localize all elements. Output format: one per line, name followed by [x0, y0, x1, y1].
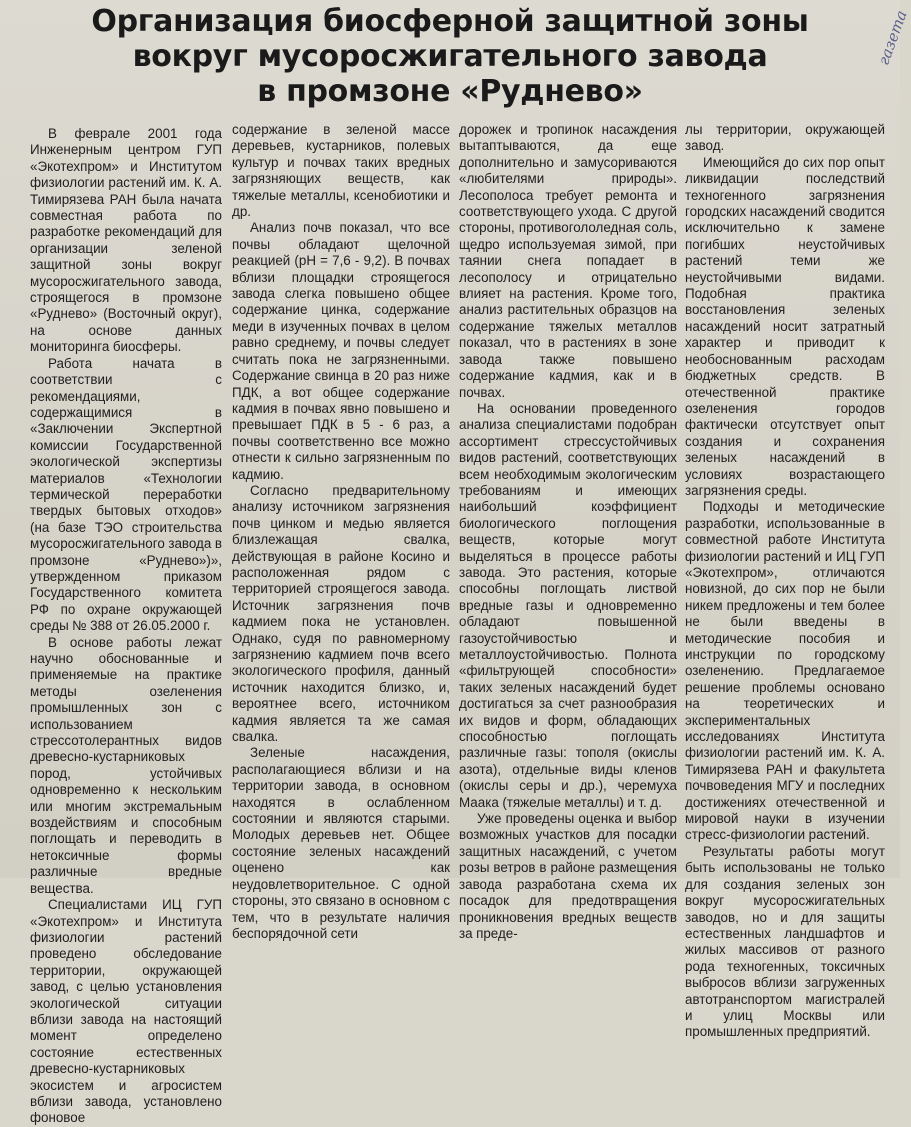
paragraph: На основании проведенного анализа специалистами подобран ассортимент стрессустойчивых видов растений, соответствующих всем необходимым экологическим требованиям и имеющих наибольший коэффициент биологического поглощения веществ, которые могут выделяться в процессе работы завода. Это растения, которые способны поглощать листвой вредные газы и одновременно обладают повышенной газоустойчивостью и металлоустойчивостью. Полнота «фильтрующей способности» таких зеленых насаждений будет достигаться за счет разнообразия их видов и форм, обладающих способностью поглощать различные газы: тополя (окислы азота), отдельные виды кленов (окислы серы и др.), черемуха Маака (тяжелые металлы) и т. д.: [459, 400, 677, 810]
paragraph: лы территории, окружающей завод.: [685, 122, 885, 154]
title-line-2: вокруг мусоросжигательного завода: [132, 39, 768, 74]
paragraph: Согласно предварительному анализу источником загрязнения почв цинком и медью является близлежащая свалка, действующая в районе Косино и расположенная рядом с территорией строящегося завода. Источник загрязнения почв кадмием пока не установлен. Однако, судя по равномерному загрязнению кадмием почв всего экологического профиля, данный источник находится близко, и, вероятнее всего, источником кадмия является та же самая свалка.: [232, 482, 450, 745]
paragraph: Имеющийся до сих пор опыт ликвидации последствий техногенного загрязнения городских насаждений сводится исключительно к замене погибших неустойчивых растений теми же неустойчивыми видами. Подобная практика восстановления зеленых насаждений носит затратный характер и приводит к необоснованным расходам бюджетных средств. В отечественной практике озеленения городов фактически отсутствует опыт создания и сохранения зеленых насаждений в условиях возрастающего загрязнения среды.: [685, 154, 885, 498]
paragraph: Уже проведены оценка и выбор возможных участков для посадки защитных насаждений, с учетом розы ветров в районе размещения завода разработана схема их посадок для предотвращения проникновения вредных веществ за преде-: [459, 811, 677, 941]
paragraph: Зеленые насаждения, располагающиеся вблизи и на территории завода, в основном находятся в ослабленном состоянии и являются старыми. Молодых деревьев нет. Общее состояние зеленых насаждений оценено как неудовлетворительное. С одной стороны, это связано в основном с тем, что в результате наличия беспорядочной сети: [232, 745, 450, 941]
text-column-1: [30, 126, 222, 1126]
paragraph: В феврале 2001 года Инженерным центром ГУП «Экотехпром» и Институтом физиологии растений им. К. А. Тимирязева РАН была начата совместная работа по разработке рекомендаций для организации зеленой защитной зоны вокруг мусоросжигательного завода, строящегося в промзоне «Руднево» (Восточный округ), на основе данных мониторинга биосферы.: [30, 126, 222, 355]
paragraph: Подходы и методические разработки, использованные в совместной работе Института физиологии растений и ИЦ ГУП «Экотехпром», отличаются новизной, до сих пор не были никем предложены и тем более не были введены в методические пособия и инструкции по городскому озеленению. Предлагаемое решение проблемы основано на теоретических и экспериментальных исследованиях Института физиологии растений им. К. А. Тимирязева РАН и факультета почвоведения МГУ и последних достижениях отечественной и мировой науки в изучении стресс-физиологии растений.: [685, 499, 885, 843]
title-line-3: в промзоне «Руднево»: [257, 74, 643, 109]
paragraph: Работа начата в соответствии с рекомендациями, содержащимися в «Заключении Экспертной комиссии Государственной экологической экспертизы материалов «Технологии термической переработки твердых бытовых отходов» (на базе ТЭО строительства мусоросжигательного завода в промзоне «Руднево»)», утвержденном приказом Государственного комитета РФ по охране окружающей среды № 388 от 26.05.2000 г.: [30, 355, 222, 634]
paragraph: содержание в зеленой массе деревьев, кустарников, полевых культур и почвах таких вредных загрязняющих веществ, как тяжелые металлы, ксенобиотики и др.: [232, 122, 450, 220]
text-column-3: [459, 122, 677, 941]
paragraph: В основе работы лежат научно обоснованные и применяемые на практике методы озеленения промышленных зон с использованием стрессотолерантных видов древесно-кустарниковых пород, устойчивых одновременно к нескольким или многим экстремальным воздействиям и способным поглощать и переводить в нетоксичные формы различные вредные вещества.: [30, 634, 222, 896]
paragraph: Анализ почв показал, что все почвы обладают щелочной реакцией (pH = 7,6 - 9,2). В почвах вблизи площадки строящегося завода слегка повышено общее содержание цинка, содержание меди в изученных почвах в целом равно среднему, и почвы следует считать пока не загрязненными. Содержание свинца в 20 раз ниже ПДК, а вот общее содержание кадмия в почвах явно повышено и превышает ПДК в 5 - 6 раз, а почвы соответственно все можно отнести к сильно загрязненным по кадмию.: [232, 220, 450, 482]
paragraph: дорожек и тропинок насаждения вытаптываются, да еще дополнительно и замусориваются «любителями природы». Лесополоса требует ремонта и соответствующего ухода. С другой стороны, противогололедная соль, щедро используемая зимой, при таянии снега попадает в лесополосу и отрицательно влияет на растения. Кроме того, анализ растительных образцов на содержание тяжелых металлов показал, что в растениях в зоне завода также повышено содержание кадмия, как и в почвах.: [459, 122, 677, 400]
handwritten-note: газета: [874, 8, 911, 68]
text-column-4: [685, 122, 885, 1040]
title-line-1: Организация биосферной защитной зоны: [91, 4, 809, 39]
article-title: [60, 4, 840, 109]
paragraph: Результаты работы могут быть использованы не только для создания зеленых зон вокруг мусоросжигательных заводов, но и для защиты естественных ландшафтов и жилых массивов от разного рода техногенных, токсичных выбросов вблизи загруженных автотранспортом магистралей и улиц Москвы или промышленных предприятий.: [685, 843, 885, 1040]
paragraph: Специалистами ИЦ ГУП «Экотехпром» и Института физиологии растений проведено обследование территории, окружающей завод, с целью установления экологической ситуации вблизи завода на настоящий момент определено состояние естественных древесно-кустарниковых экосистем и агросистем вблизи завода, установлено фоновое: [30, 897, 222, 1126]
text-column-2: [232, 122, 450, 941]
